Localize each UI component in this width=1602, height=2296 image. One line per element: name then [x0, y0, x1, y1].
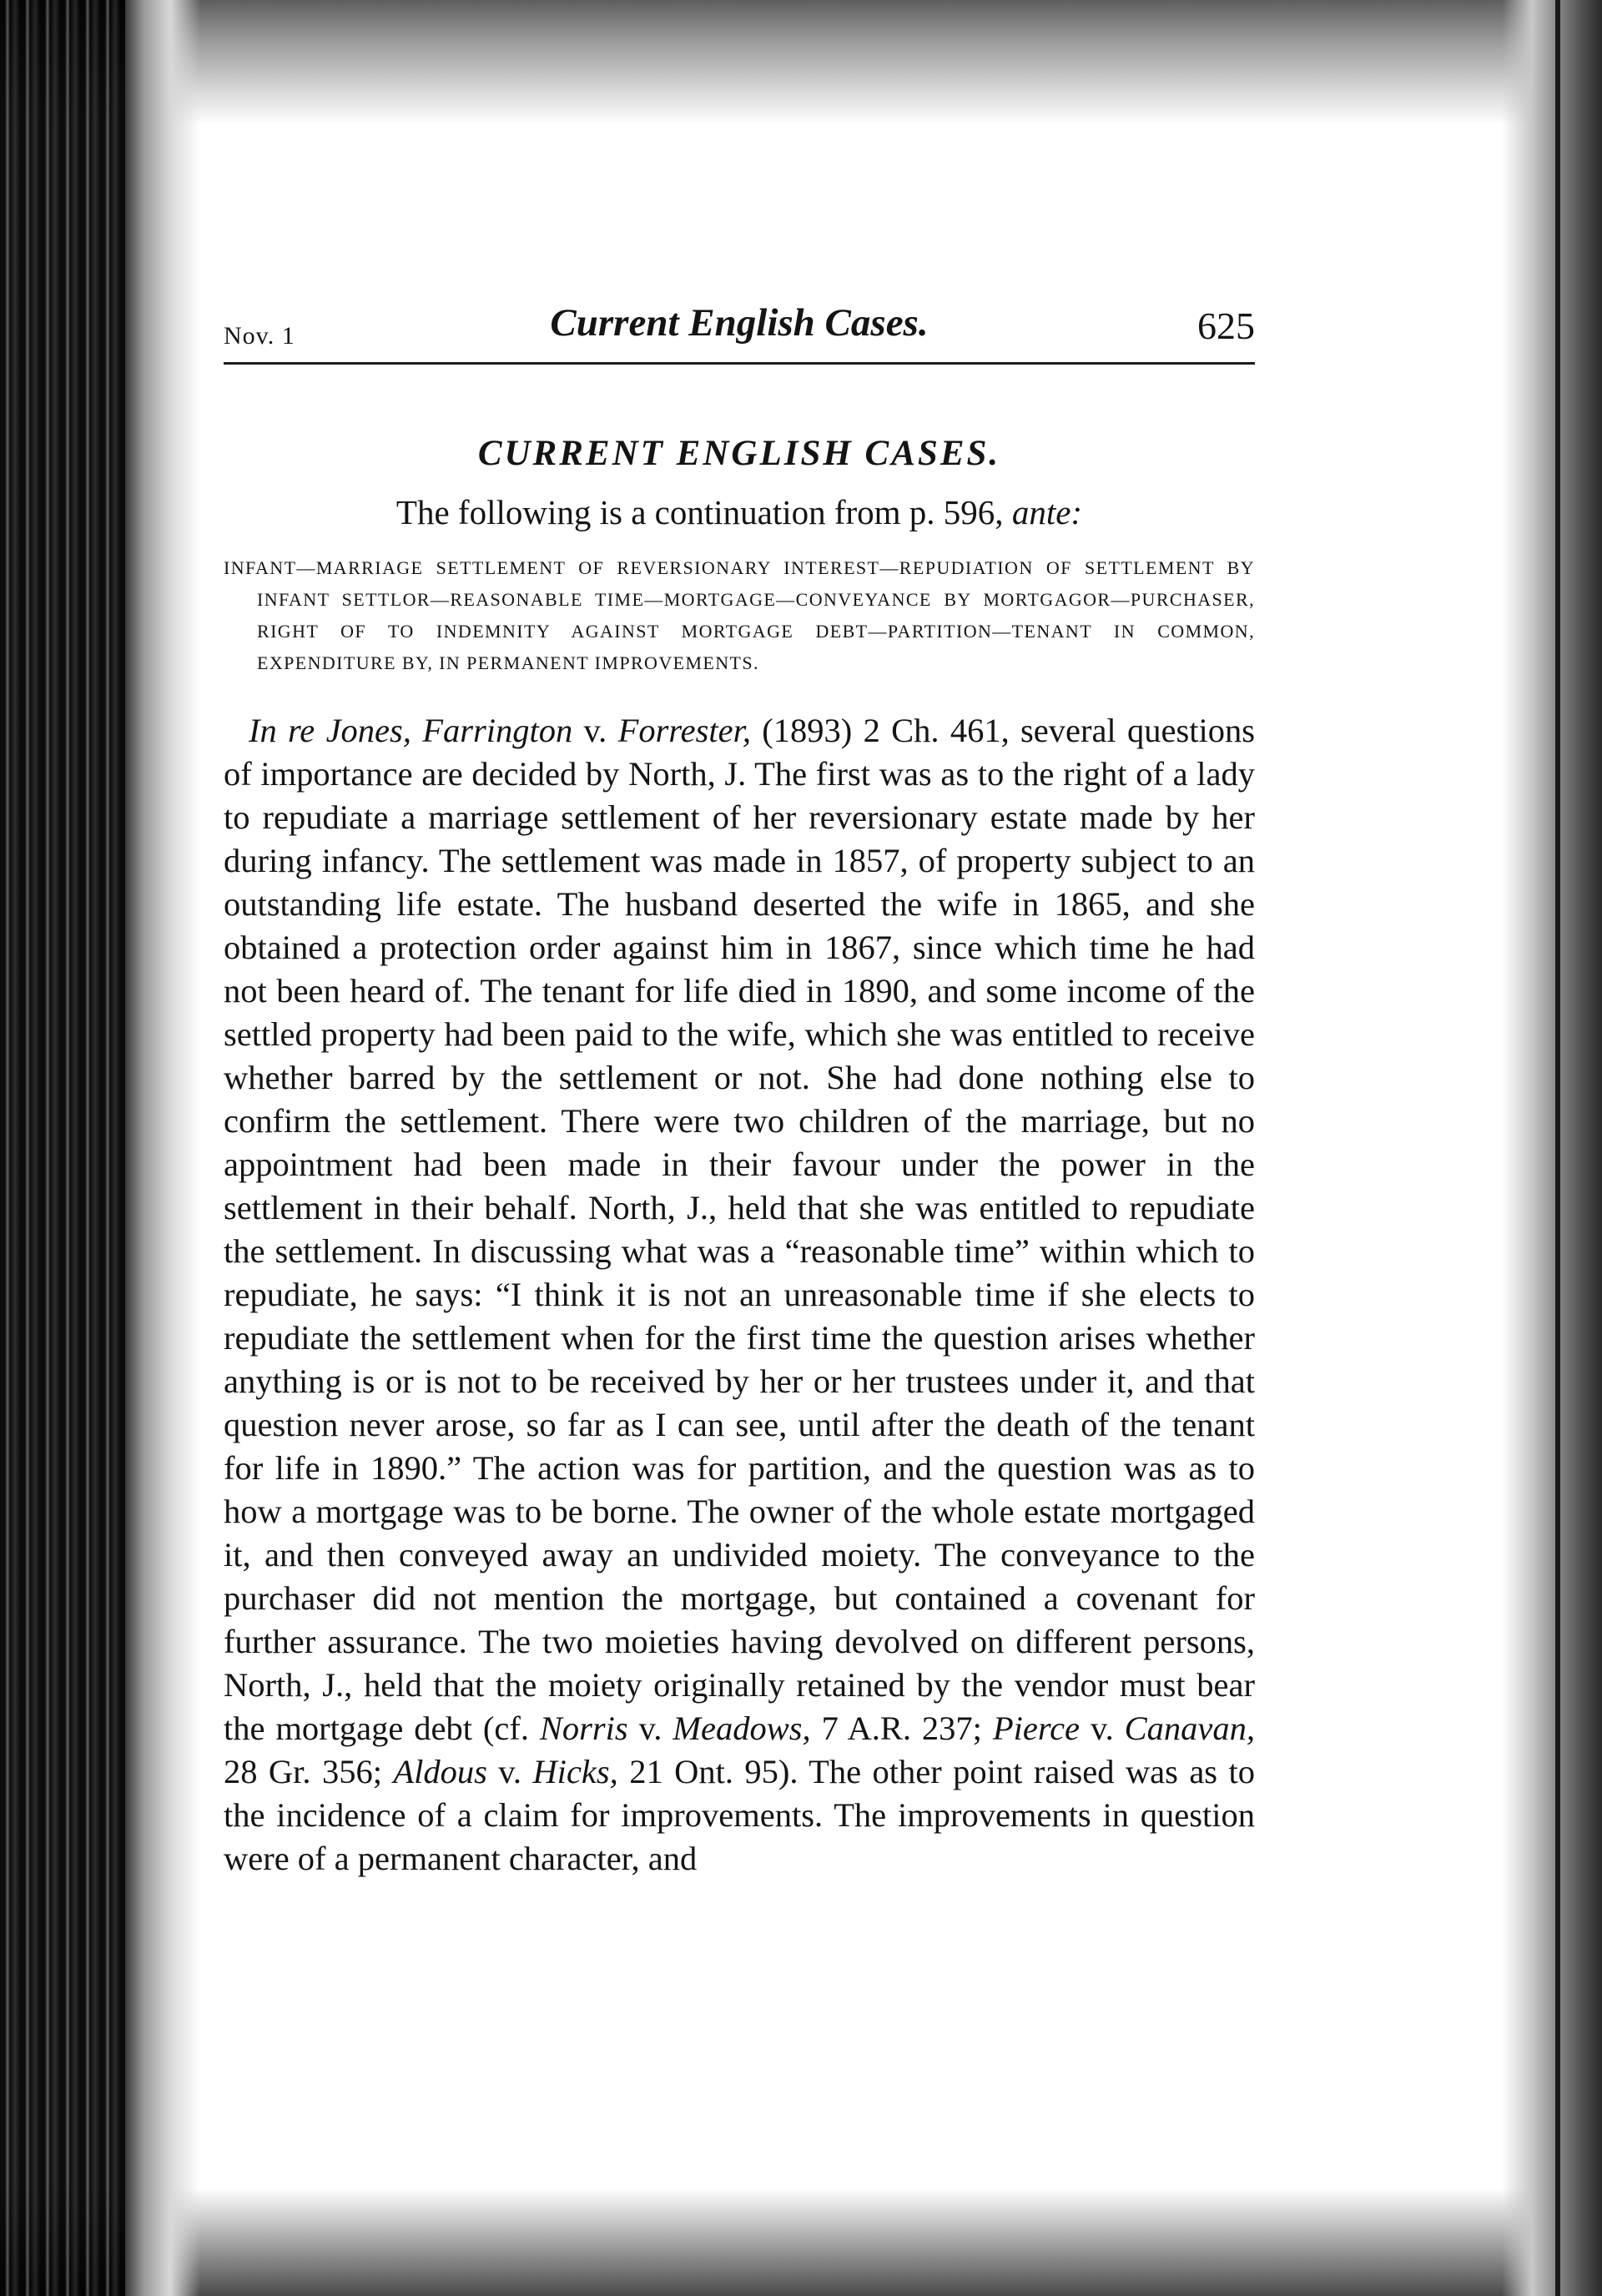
intro-ante: ante:: [1011, 493, 1083, 531]
running-head-title: Current English Cases.: [550, 301, 929, 345]
reference-3-citation-and-continuation: 21 Ont. 95). The other point raised was as to the incidence of a claim for improvements. The improvements in question were of a permanent character, and: [224, 1753, 1255, 1877]
case-paragraph: [224, 709, 1255, 1881]
scan-top-shadow: [0, 0, 1602, 125]
reference-1-citation: 7 A.R. 237;: [810, 1709, 993, 1747]
reference-2-party-a: Pierce: [992, 1709, 1081, 1747]
reference-3-versus: v.: [486, 1753, 533, 1790]
scan-bottom-shadow: [0, 2188, 1602, 2296]
scan-left-binding-edge: [0, 0, 125, 2296]
reference-1-party-b: Meadows,: [673, 1709, 811, 1747]
page-text-block: [224, 300, 1255, 1881]
case-name: In re Jones, Farrington: [249, 712, 573, 749]
case-versus: v.: [572, 712, 618, 749]
headnote: INFANT—MARRIAGE SETTLEMENT OF REVERSIONARY INTEREST—REPUDIATION OF SETTLEMENT BY INFANT SETTLOR—REASONABLE TIME—MORTGAGE—CONVEYANCE BY MORTGAGOR—PURCHASER, RIGHT OF TO INDEMNITY AGAINST MORTGAGE DEBT—PARTITION—TENANT IN COMMON, EXPENDITURE BY, IN PERMANENT IMPROVEMENTS.: [224, 557, 1255, 673]
reference-1-party-a: Norris: [539, 1709, 628, 1747]
section-heading: CURRENT ENGLISH CASES.: [477, 434, 1001, 473]
running-head-date: Nov. 1: [224, 322, 295, 350]
reference-3-party-b: Hicks,: [532, 1753, 618, 1790]
scan-right-shadow: [1502, 0, 1602, 2296]
page-number: 625: [1197, 305, 1255, 347]
intro-text: The following is a continuation from p. 596,: [395, 493, 1012, 531]
scan-left-shadow: [125, 0, 200, 2296]
case-party: Forrester,: [617, 712, 751, 749]
reference-2-versus: v.: [1080, 1709, 1125, 1747]
reference-1-versus: v.: [627, 1709, 673, 1747]
reference-3-party-a: Aldous: [393, 1753, 487, 1790]
case-body-text: (1893) 2 Ch. 461, several questions of importance are decided by North, J. The first was as to the right of a lady to repudiate a marriage settlement of her reversionary estate made by her during infancy. The settlement was made in 1857, of property subject to an outstanding life estate. The husband deserted the wife in 1865, and she obtained a protection order against him in 1867, since which time he had not been heard of. The tenant for life died in 1890, and some income of the settled property had been paid to the wife, which she was entitled to receive whether barred by the settlement or not. She had done nothing else to confirm the settlement. There were two children of the marriage, but no appointment had been made in their favour under the power in the settlement in their behalf. North, J., held that she was entitled to repudiate the settlement. In discussing what was a “reasonable time” within which to repudiate, he says: “I think it is not an unreasonable time if she elects to repudiate the settlement when for the first time the question arises whether anything is or is not to be received by her or her trustees under it, and that question never arose, so far as I can see, until after the death of the tenant for life in 1890.” The action was for partition, and the question was as to how a mortgage was to be borne. The owner of the whole estate mortgaged it, and then conveyed away an undivided moiety. The conveyance to the purchaser did not mention the mortgage, but contained a covenant for further assurance. The two moieties having devolved on different persons, North, J., held that the moiety originally retained by the vendor must bear the mortgage debt (cf.: [224, 712, 1255, 1747]
scan-right-edge-line: [1555, 0, 1560, 2296]
reference-2-party-b: Canavan,: [1124, 1709, 1255, 1747]
reference-2-citation: 28 Gr. 356;: [224, 1753, 394, 1790]
running-head: [224, 300, 1255, 365]
intro-line: [224, 492, 1255, 532]
